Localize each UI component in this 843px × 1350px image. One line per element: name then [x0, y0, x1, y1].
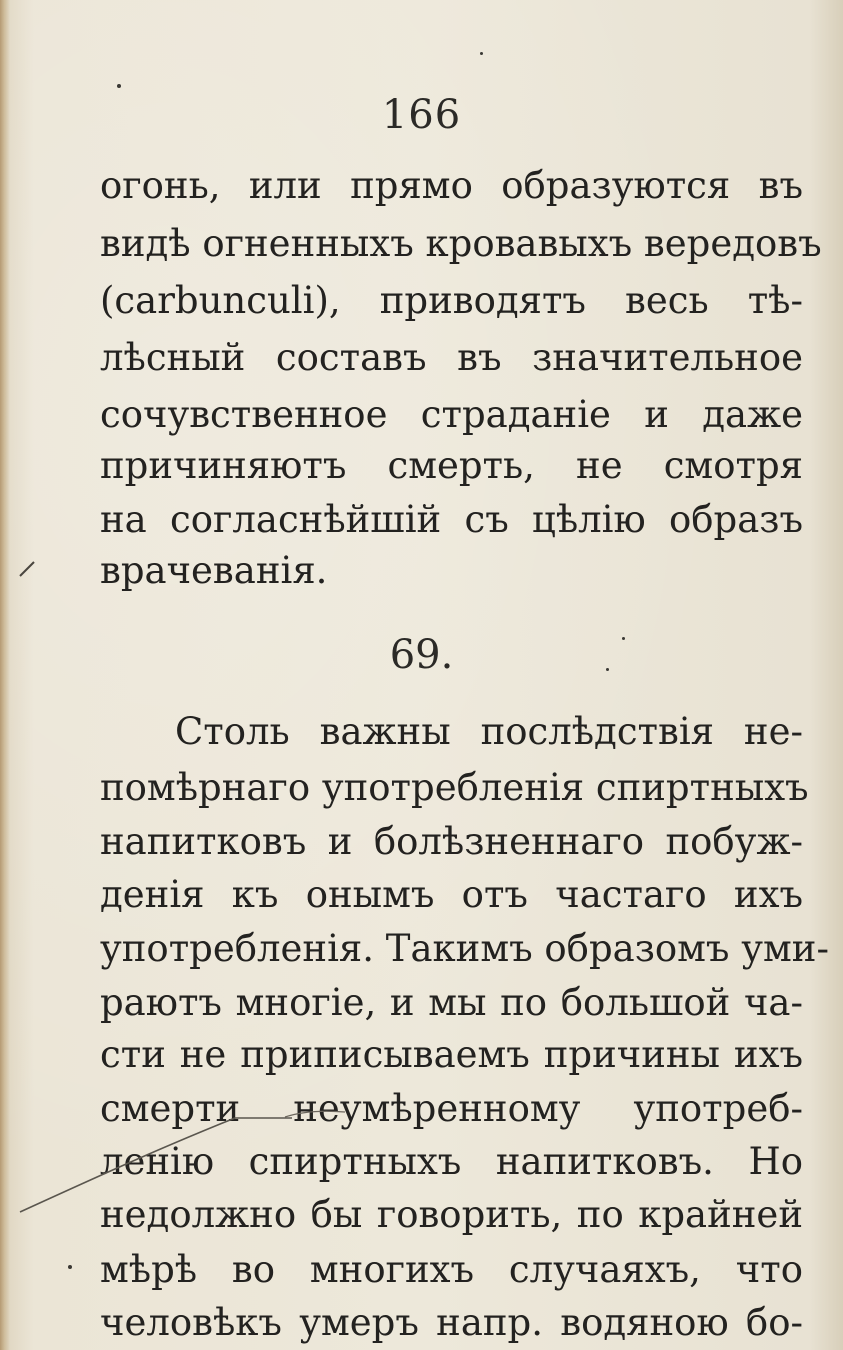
ink-speck — [622, 637, 625, 640]
text-line: денія къ онымъ отъ частаго ихъ — [100, 873, 803, 916]
text-line: врачеванія. — [100, 549, 328, 592]
ink-speck — [68, 1265, 72, 1269]
text-line: раютъ многіе, и мы по большой ча- — [100, 981, 803, 1024]
text-line: недолжно бы говорить, по крайней — [100, 1193, 803, 1236]
text-line: Столь важны послѣдствія не- — [175, 710, 803, 753]
margin-tick-mark — [20, 562, 34, 576]
ink-speck — [606, 668, 609, 671]
text-line: употребленія. Такимъ образомъ уми- — [100, 927, 829, 970]
page-number: 166 — [381, 92, 462, 138]
text-line: человѣкъ умеръ напр. водяною бо- — [100, 1301, 803, 1344]
text-line: огонь, или прямо образуются въ — [100, 164, 803, 207]
text-line: мѣрѣ во многихъ случаяхъ, что — [100, 1248, 803, 1291]
text-line: причиняютъ смерть, не смотря — [100, 444, 803, 487]
ink-speck — [117, 84, 121, 88]
text-line: видѣ огненныхъ кровавыхъ вередовъ — [100, 222, 822, 265]
text-line: сти не приписываемъ причины ихъ — [100, 1033, 803, 1076]
text-line: на согласнѣйшій съ цѣлію образъ — [100, 498, 803, 541]
text-line: напитковъ и болѣзненнаго побуж- — [100, 820, 803, 863]
section-number: 69. — [389, 632, 454, 678]
text-line: (carbunculi), приводятъ весь тѣ- — [100, 279, 803, 322]
text-line: сочувственное страданіе и даже — [100, 393, 803, 436]
text-line: лѣсный составъ въ значительное — [100, 336, 803, 379]
text-line: смерти неумѣренному употреб- — [100, 1087, 803, 1130]
ink-speck — [480, 52, 483, 55]
text-line: ленію спиртныхъ напитковъ. Но — [100, 1140, 803, 1183]
text-line: помѣрнаго употребленія спиртныхъ — [100, 766, 809, 809]
